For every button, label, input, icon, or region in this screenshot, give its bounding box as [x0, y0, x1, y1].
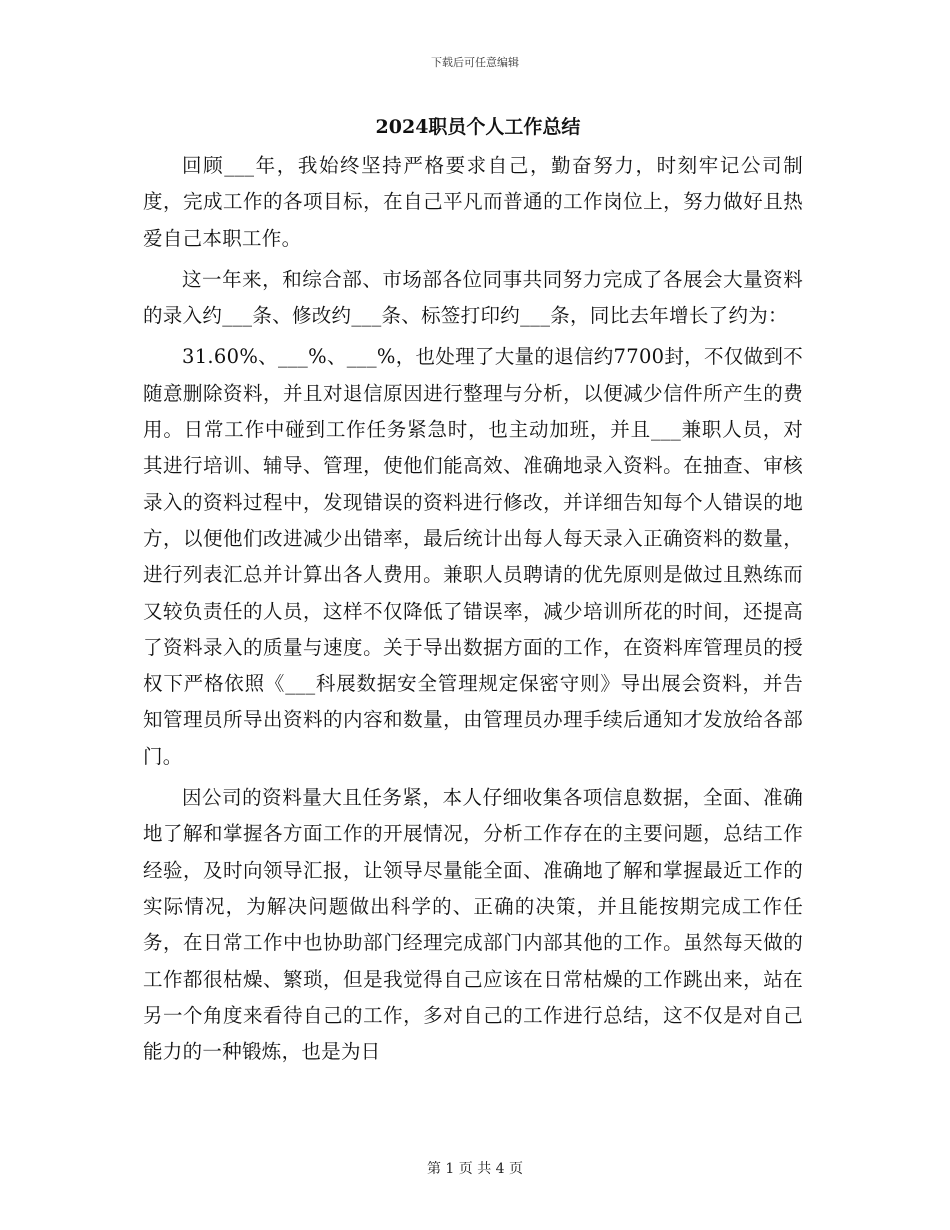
paragraph-3: 31.60%、___%、___%，也处理了大量的退信约7700封，不仅做到不随意删除资料，并且对退信原因进行整理与分析，以便减少信件所产生的费用。日常工作中碰到工作任务紧急时，也主动加班，并且___兼职人员，对其进行培训、辅导、管理，使他们能高效、准确地录入资料。在抽查、审核录入的资料过程中，发现错误的资料进行修改，并详细告知每个人错误的地方，以便他们改进减少出错率，最后统计出每人每天录入正确资料的数量，进行列表汇总并计算出各人费用。兼职人员聘请的优先原则是做过且熟练而又较负责任的人员，这样不仅降低了错误率，减少培训所花的时间，还提高了资料录入的质量与速度。关于导出数据方面的工作，在资料库管理员的授权下严格依照《___科展数据安全管理规定保密守则》导出展会资料，并告知管理员所导出资料的内容和数量，由管理员办理手续后通知才发放给各部门。 [143, 345, 803, 768]
page-number: 第 1 页 共 4 页 [426, 1161, 524, 1177]
document-title: 2024职员个人工作总结 [375, 116, 581, 138]
paragraph-2: 这一年来，和综合部、市场部各位同事共同努力完成了各展会大量资料的录入约___条、修改约___条、标签打印约___条，同比去年增长了约为： [143, 267, 803, 328]
paragraph-4: 因公司的资料量大且任务紧，本人仔细收集各项信息数据，全面、准确地了解和掌握各方面工作的开展情况，分析工作存在的主要问题，总结工作经验，及时向领导汇报，让领导尽量能全面、准确地了解和掌握最近工作的实际情况，为解决问题做出科学的、正确的决策，并且能按期完成工作任务，在日常工作中也协助部门经理完成部门内部其他的工作。虽然每天做的工作都很枯燥、繁琐，但是我觉得自己应该在日常枯燥的工作跳出来，站在另一个角度来看待自己的工作，多对自己的工作进行总结，这不仅是对自己能力的一种锻炼，也是为日 [143, 786, 803, 1064]
paragraph-1: 回顾___年，我始终坚持严格要求自己，勤奋努力，时刻牢记公司制度，完成工作的各项目标，在自己平凡而普通的工作岗位上，努力做好且热爱自己本职工作。 [143, 154, 803, 250]
page-header-note: 下载后可任意编辑 [431, 56, 519, 69]
document-body [143, 112, 803, 1075]
